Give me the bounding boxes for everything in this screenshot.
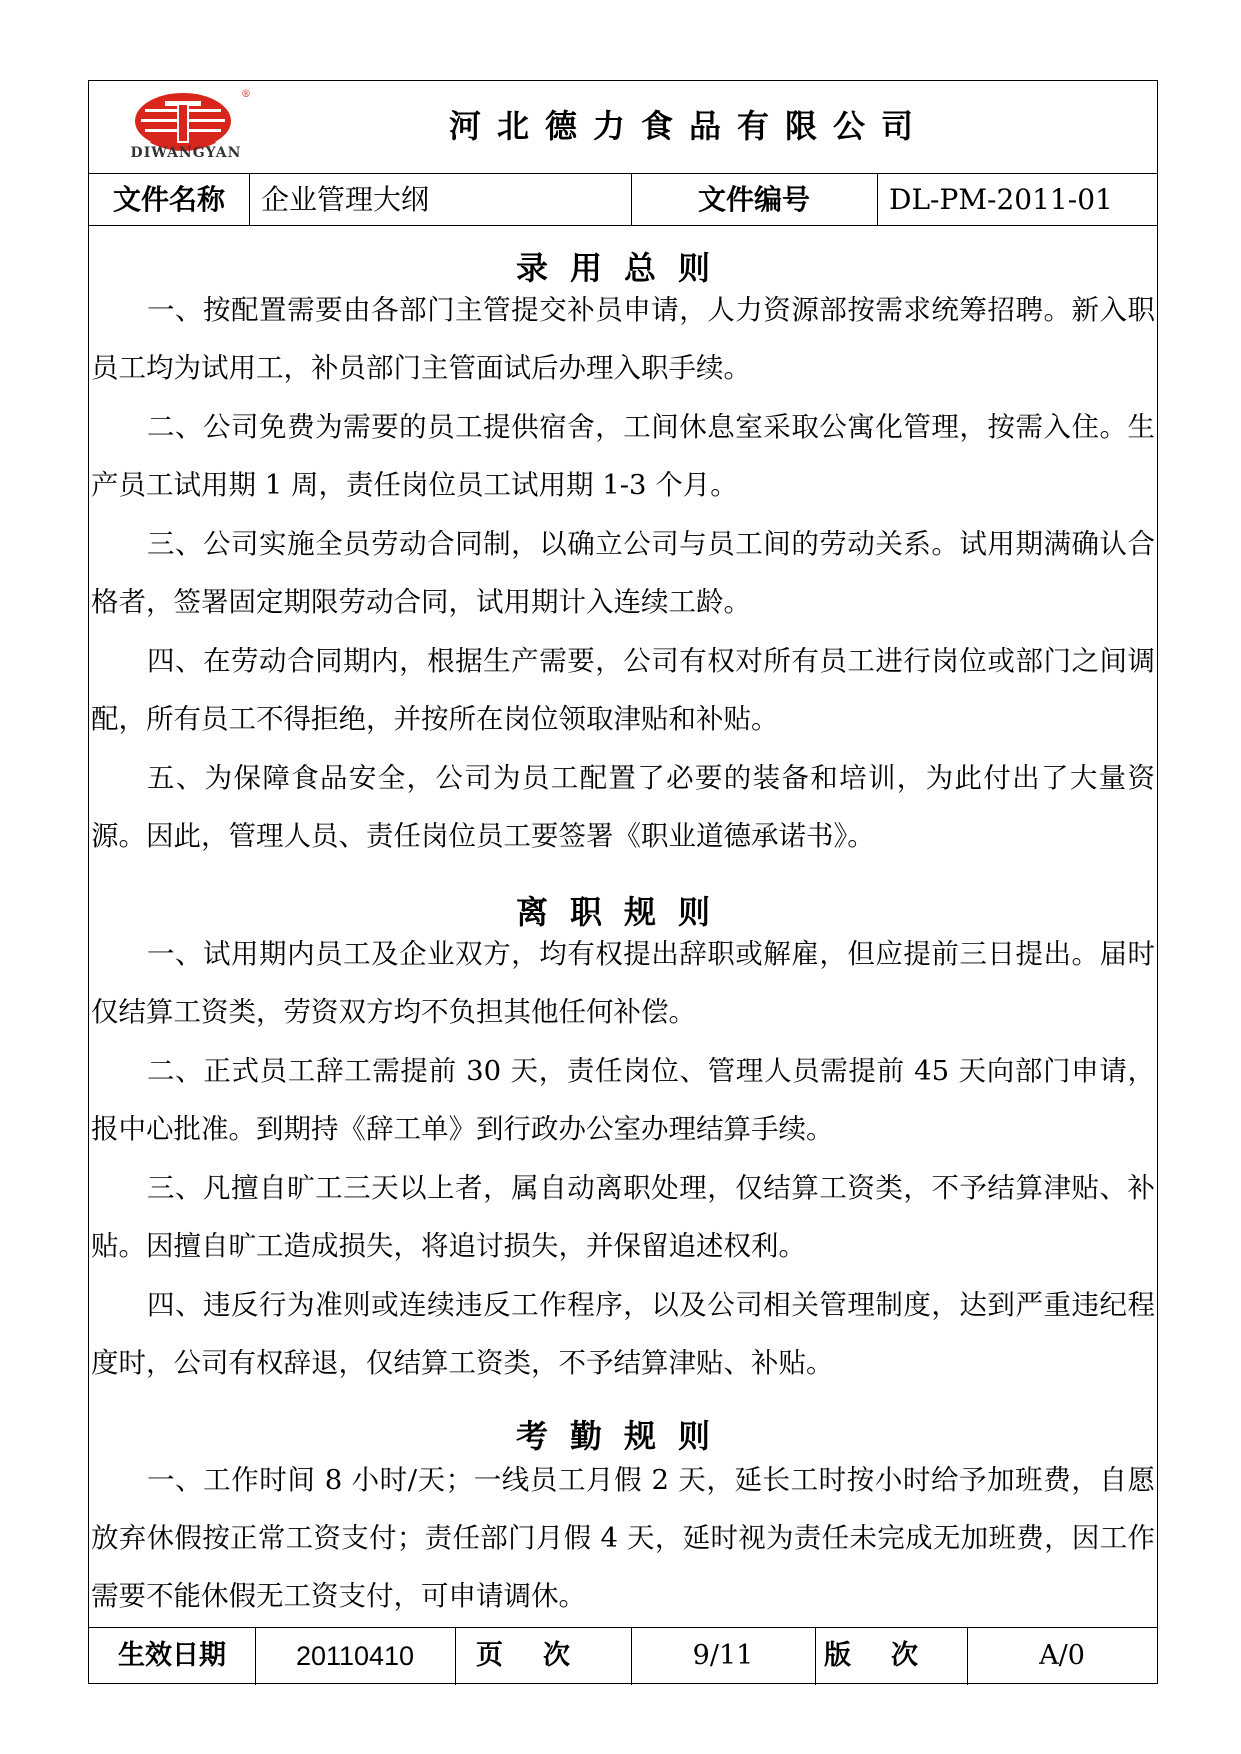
registered-mark: ® xyxy=(241,89,251,100)
page-value: 9/11 xyxy=(692,1640,754,1671)
paragraph: 四、违反行为准则或连续违反工作程序，以及公司相关管理制度，达到严重违纪程度时，公司有权辞退，仅结算工资类，不予结算津贴、补贴。 xyxy=(91,1289,1155,1379)
paragraph: 四、在劳动合同期内，根据生产需要，公司有权对所有员工进行岗位或部门之间调配，所有员工不得拒绝，并按所在岗位领取津贴和补贴。 xyxy=(91,645,1155,735)
page-label: 页次 xyxy=(476,1640,610,1671)
header-col-divider xyxy=(249,173,250,225)
paragraph: 五、为保障食品安全，公司为员工配置了必要的装备和培训，为此付出了大量资源。因此，管理人员、责任岗位员工要签署《职业道德承诺书》。 xyxy=(91,762,1155,852)
paragraph: 二、正式员工辞工需提前 30 天，责任岗位、管理人员需提前 45 天向部门申请，报中心批准。到期持《辞工单》到行政办公室办理结算手续。 xyxy=(91,1055,1155,1145)
paragraph: 三、凡擅自旷工三天以上者，属自动离职处理，仅结算工资类，不予结算津贴、补贴。因擅自旷工造成损失，将追讨损失，并保留追述权利。 xyxy=(91,1172,1155,1262)
effective-date-label: 生效日期 xyxy=(118,1640,226,1671)
file-name-label: 文件名称 xyxy=(112,183,225,216)
file-name-value: 企业管理大纲 xyxy=(261,183,430,216)
paragraph: 一、工作时间 8 小时/天；一线员工月假 2 天，延长工时按小时给予加班费，自愿放弃休假按正常工资支付；责任部门月假 4 天，延时视为责任未完成无加班费，因工作需要不能休假无工资支付，可申请调休。 xyxy=(91,1464,1155,1612)
file-no-value: DL-PM-2011-01 xyxy=(889,183,1113,216)
header-col-divider xyxy=(877,173,878,225)
paragraph: 一、试用期内员工及企业双方，均有权提出辞职或解雇，但应提前三日提出。届时仅结算工资类，劳资双方均不负担其他任何补偿。 xyxy=(91,938,1155,1028)
paragraph: 一、按配置需要由各部门主管提交补员申请，人力资源部按需求统筹招聘。新入职员工均为试用工，补员部门主管面试后办理入职手续。 xyxy=(91,294,1155,384)
paragraph: 二、公司免费为需要的员工提供宿舍，工间休息室采取公寓化管理，按需入住。生产员工试用期 1 周，责任岗位员工试用期 1-3 个月。 xyxy=(91,411,1155,501)
section-title-resignation: 离职规则 xyxy=(515,893,732,931)
company-logo xyxy=(121,89,251,173)
company-name: 河北德力食品有限公司 xyxy=(448,107,929,145)
paragraph: 三、公司实施全员劳动合同制，以确立公司与员工间的劳动关系。试用期满确认合格者，签署固定期限劳动合同，试用期计入连续工龄。 xyxy=(91,528,1155,618)
file-no-label: 文件编号 xyxy=(697,183,810,216)
version-label: 版次 xyxy=(824,1640,958,1671)
version-value: A/0 xyxy=(1039,1640,1085,1671)
section-title-hiring: 录用总则 xyxy=(515,249,732,287)
footer-divider xyxy=(89,1627,1157,1628)
section-title-attendance: 考勤规则 xyxy=(515,1417,732,1455)
document-frame xyxy=(88,80,1158,1684)
logo-text: DIWANGYAN xyxy=(130,145,242,161)
effective-date-value: 20110410 xyxy=(295,1641,415,1671)
header-bottom-divider xyxy=(89,225,1157,226)
